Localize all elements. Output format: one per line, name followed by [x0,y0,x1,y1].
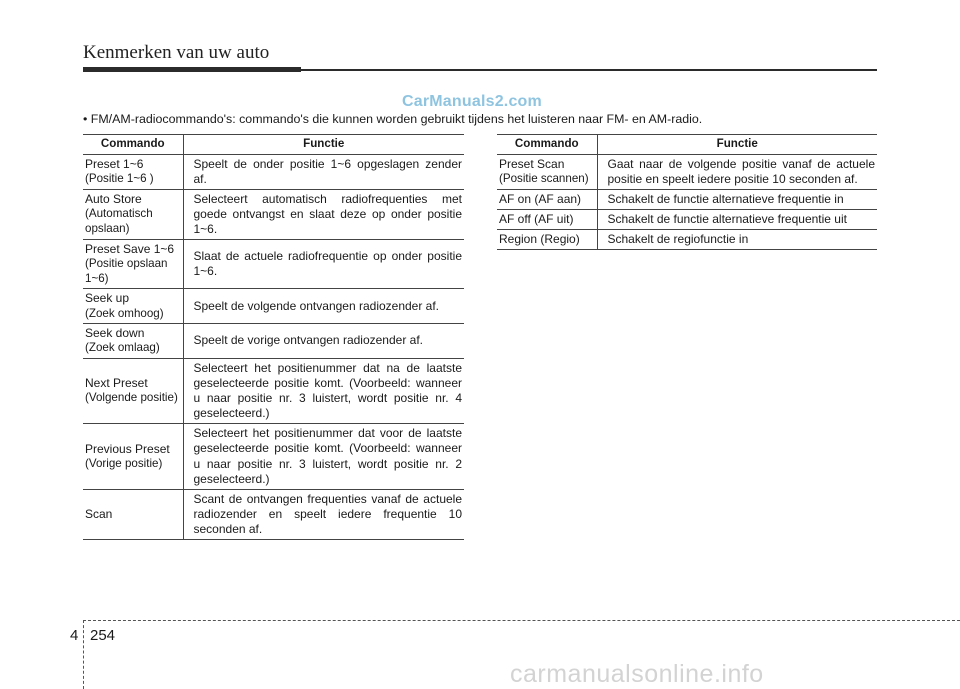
command-cell [83,154,183,189]
table-row [83,240,464,289]
command-cell [497,154,597,189]
footer-divider [83,620,85,689]
command-label: Region (Regio) [499,232,580,247]
chapter-number: 4 [70,627,79,644]
command-label: Previous Preset [85,441,170,456]
watermark-top[interactable]: CarManuals2.com [402,93,542,110]
command-translation: (Zoek omhoog) [85,306,164,320]
command-label: Next Preset [85,376,148,391]
table-header-row [497,135,877,155]
watermark-bottom[interactable]: carmanualsonline.info [510,660,764,688]
page-number: 254 [90,627,116,644]
column-header-function: Functie [183,135,464,155]
command-label: AF off (AF uit) [499,211,574,226]
table-body-right [497,154,877,250]
command-label: Seek down [85,326,145,341]
command-label: Scan [85,506,113,521]
command-translation: (Volgende positie) [85,391,178,405]
command-translation: (Positie opslaan 1~6) [85,257,168,285]
table-row [497,189,877,209]
table-row [497,230,877,250]
intro-bullet: • FM/AM-radiocommando's: commando's die kunnen worden gebruikt tijdens het luisteren naar FM- en AM-radio. [83,112,703,126]
table-row [83,358,464,423]
column-header-command: Commando [497,135,597,155]
header-rule-thin [301,69,877,71]
command-label: Auto Store [85,192,142,207]
table-row [497,209,877,229]
command-cell [497,209,597,229]
table-row [83,424,464,489]
command-label: Preset Scan [499,156,565,171]
function-description: Speelt de vorige ontvangen radiozender af. [183,324,464,359]
command-cell [83,424,183,489]
commands-table-left [83,134,464,540]
function-description: Gaat naar de volgende positie vanaf de actuele positie en speelt iedere positie 10 seconden af. [597,154,877,189]
column-header-command: Commando [83,135,183,155]
command-translation: (Positie scannen) [499,171,589,185]
function-description: Slaat de actuele radiofrequentie op onder positie 1~6. [183,240,464,289]
function-description: Speelt de volgende ontvangen radiozender af. [183,289,464,324]
function-description: Schakelt de regiofunctie in [597,230,877,250]
function-description: Schakelt de functie alternatieve frequentie uit [597,209,877,229]
function-description: Speelt de onder positie 1~6 opgeslagen zender af. [183,154,464,189]
command-cell [83,240,183,289]
function-description: Selecteert automatisch radiofrequenties met goede ontvangst en slaat deze op onder positie 1~6. [183,189,464,239]
table-row [83,154,464,189]
footer-rule [83,620,960,621]
table-row [83,324,464,359]
table-body-left [83,154,464,539]
command-cell [83,189,183,239]
command-cell [83,489,183,539]
page-header-title: Kenmerken van uw auto [83,42,270,63]
function-description: Selecteert het positienummer dat voor de laatste geselecteerde positie komt. (Voorbeeld: wanneer u naar positie nr. 3 luistert, wordt positie nr. 2 geselecteerd.) [183,424,464,489]
function-description: Scant de ontvangen frequenties vanaf de actuele radiozender en speelt iedere frequentie 10 seconden af. [183,489,464,539]
command-translation: (Positie 1~6 ) [85,171,154,185]
commands-table-right [497,134,877,250]
command-translation: (Automatisch opslaan) [85,207,153,236]
command-label: AF on (AF aan) [499,191,582,206]
command-label: Preset Save 1~6 [85,242,175,257]
header-rule-thick [83,67,301,72]
command-cell [83,358,183,423]
command-cell [83,289,183,324]
command-label: Preset 1~6 [85,156,144,171]
table-row [497,154,877,189]
table-header-row [83,135,464,155]
command-cell [497,189,597,209]
command-translation: (Vorige positie) [85,456,163,470]
function-description: Schakelt de functie alternatieve frequentie in [597,189,877,209]
command-label: Seek up [85,291,130,306]
command-cell [497,230,597,250]
command-translation: (Zoek omlaag) [85,341,160,355]
table-row [83,489,464,539]
column-header-function: Functie [597,135,877,155]
table-row [83,189,464,239]
command-cell [83,324,183,359]
table-row [83,289,464,324]
function-description: Selecteert het positienummer dat na de laatste geselecteerde positie komt. (Voorbeeld: wanneer u naar positie nr. 3 luistert, wordt positie nr. 4 geselecteerd.) [183,358,464,423]
